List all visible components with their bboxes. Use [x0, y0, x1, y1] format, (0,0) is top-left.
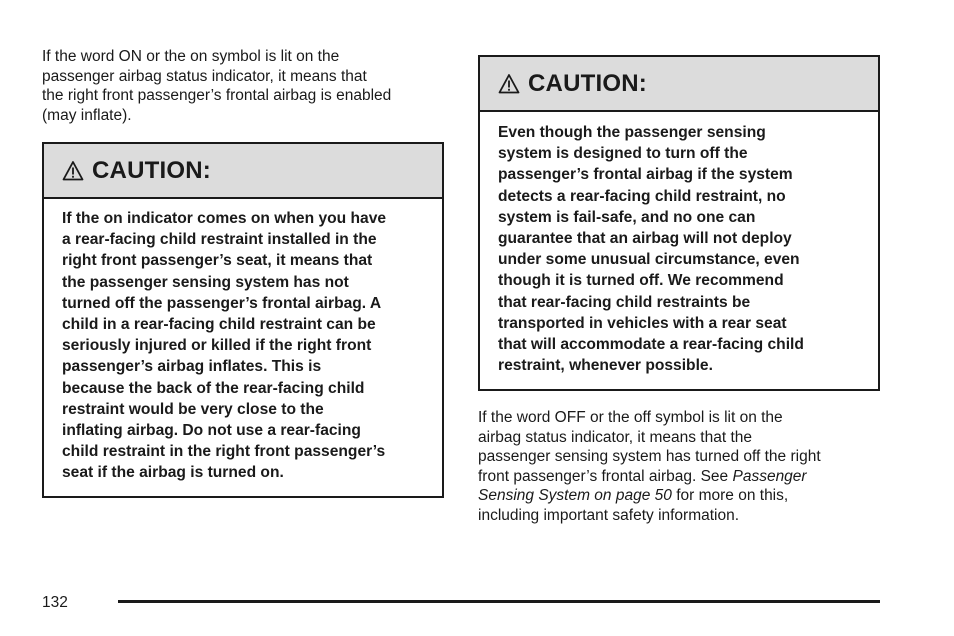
- text-line: passenger airbag status indicator, it means that: [42, 67, 367, 85]
- warning-triangle-icon: [62, 160, 84, 182]
- footer-divider: [118, 600, 880, 603]
- text-line: detects a rear-facing child restraint, no: [498, 187, 786, 205]
- text-line: If the word ON or the on symbol is lit on the: [42, 48, 340, 65]
- caution-header: [44, 144, 442, 199]
- caution-header: [480, 57, 878, 112]
- text-line: turned off the passenger’s frontal airbag. A: [62, 294, 382, 312]
- text-line: seat if the airbag is turned on.: [62, 464, 284, 482]
- text-line: inflating airbag. Do not use a rear-facing: [62, 422, 361, 440]
- text-line: airbag status indicator, it means that the: [478, 428, 752, 446]
- text-line: seriously injured or killed if the right front: [62, 337, 372, 355]
- text-line: passenger’s airbag inflates. This is: [62, 358, 322, 376]
- text-line: a rear-facing child restraint installed in the: [62, 231, 377, 249]
- text-line: that rear-facing child restraints be: [498, 293, 751, 311]
- caution-body: [480, 112, 878, 376]
- text-line: passenger’s frontal airbag if the system: [498, 166, 793, 184]
- text-line: under some unusual circumstance, even: [498, 251, 800, 269]
- text-fragment: for more on this,: [671, 487, 789, 505]
- page-number: 132: [42, 594, 68, 611]
- caution-body: [44, 199, 442, 484]
- caution-title: CAUTION:: [92, 156, 211, 184]
- intro-paragraph: [42, 47, 391, 125]
- text-line: including important safety information.: [478, 506, 740, 524]
- text-line: passenger sensing system has turned off the right: [478, 448, 821, 466]
- text-line: restraint would be very close to the: [62, 400, 324, 418]
- text-line: transported in vehicles with a rear seat: [498, 314, 787, 332]
- text-line: the passenger sensing system has not: [62, 273, 349, 291]
- warning-triangle-icon: [498, 73, 520, 95]
- text-line: If the word OFF or the off symbol is lit on the: [478, 409, 783, 426]
- text-line: (may inflate).: [42, 106, 132, 124]
- cross-reference-link[interactable]: Passenger: [732, 467, 807, 485]
- text-line: the right front passenger’s frontal airbag is enabled: [42, 87, 392, 105]
- text-line: because the back of the rear-facing child: [62, 379, 365, 397]
- caution-box-right: [478, 55, 880, 391]
- text-line: child restraint in the right front passenger’s: [62, 443, 386, 461]
- text-line: restraint, whenever possible.: [498, 357, 713, 375]
- outro-paragraph: [478, 408, 821, 526]
- text-line: Even though the passenger sensing: [498, 124, 766, 141]
- text-line: child in a rear-facing child restraint can be: [62, 316, 376, 334]
- text-fragment: front passenger’s frontal airbag. See: [478, 467, 733, 485]
- text-line: though it is turned off. We recommend: [498, 272, 784, 290]
- text-line: right front passenger’s seat, it means that: [62, 252, 373, 270]
- text-line: guarantee that an airbag will not deploy: [498, 230, 792, 248]
- text-line: [478, 486, 821, 506]
- text-line: system is designed to turn off the: [498, 145, 748, 163]
- text-line: If the on indicator comes on when you have: [62, 210, 387, 227]
- text-line: that will accommodate a rear-facing child: [498, 336, 804, 354]
- caution-box-left: [42, 142, 444, 498]
- cross-reference-link[interactable]: Sensing System on page 50: [478, 487, 672, 505]
- caution-title: CAUTION:: [528, 69, 647, 97]
- text-line: system is fail-safe, and no one can: [498, 208, 756, 226]
- text-line: [478, 467, 821, 487]
